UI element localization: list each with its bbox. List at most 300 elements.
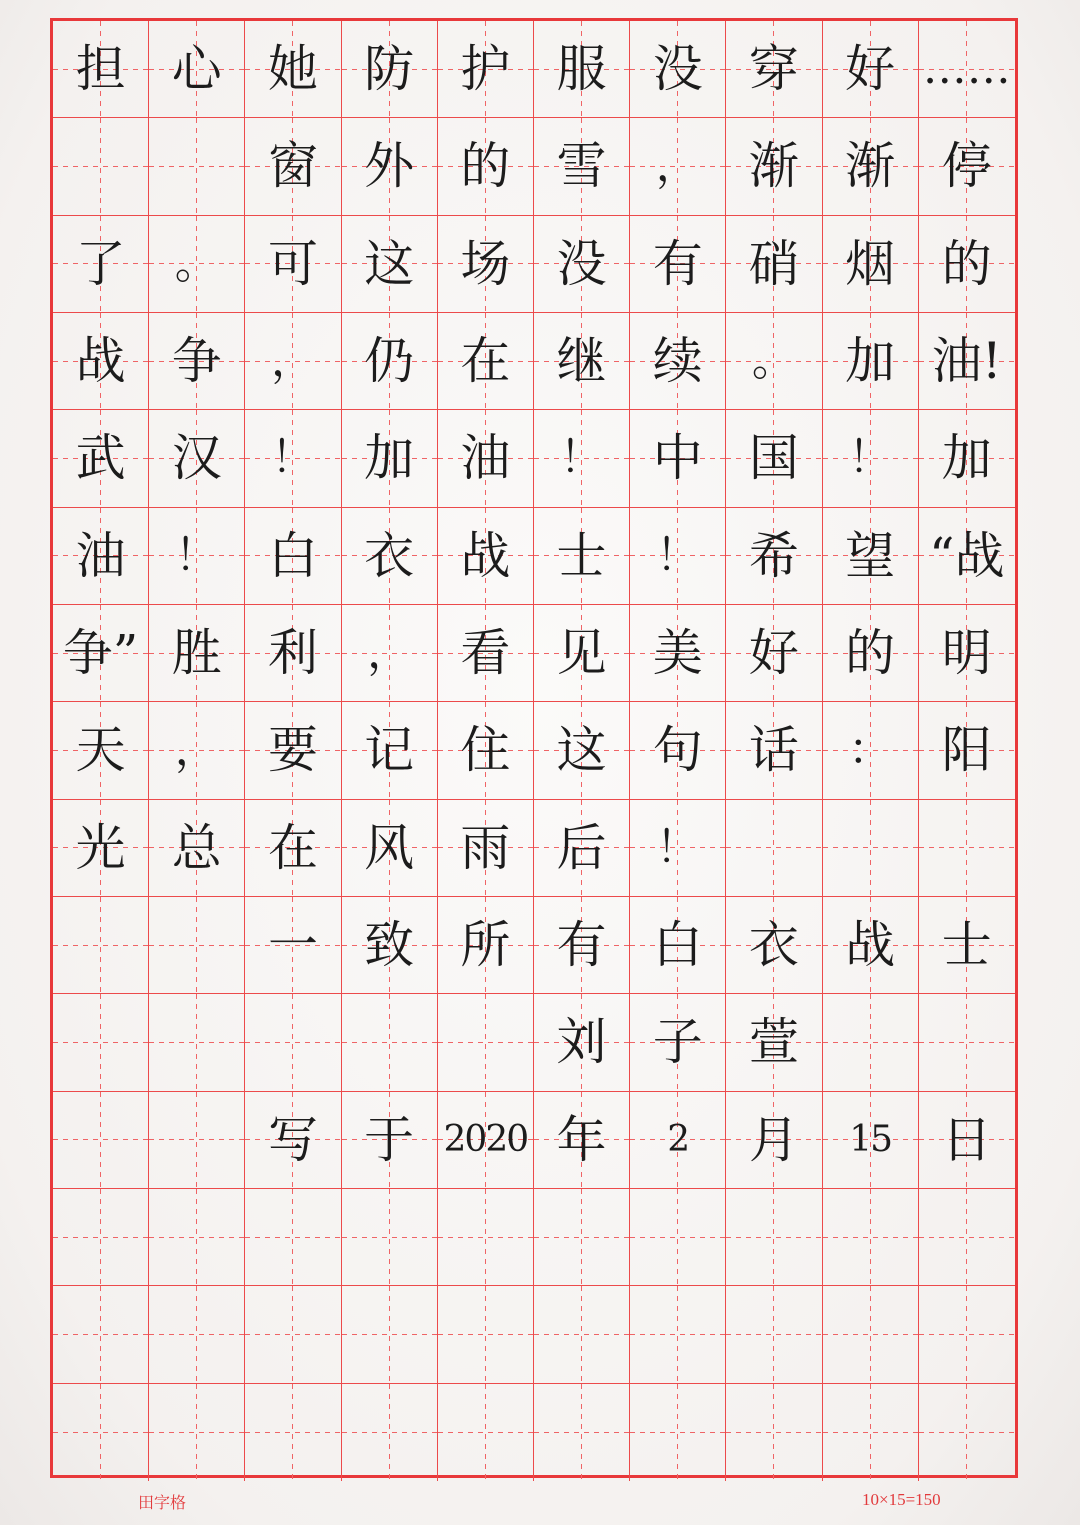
handwritten-character	[726, 800, 821, 896]
grid-cell	[53, 702, 149, 799]
handwritten-character: 加	[364, 429, 415, 488]
grid-row	[53, 118, 1015, 215]
handwritten-character	[438, 1189, 533, 1285]
handwritten-character: 心	[171, 40, 222, 99]
handwritten-character: 的	[845, 624, 896, 683]
handwritten-character	[726, 1286, 821, 1382]
handwritten-character: ！	[848, 432, 893, 484]
grid-cell	[726, 216, 822, 313]
grid-cell	[919, 702, 1015, 799]
grid-cell	[245, 216, 341, 313]
grid-cell	[53, 994, 149, 1091]
handwritten-character	[630, 1286, 725, 1382]
grid-cell	[342, 605, 438, 702]
grid-cell	[149, 1092, 245, 1189]
grid-cell	[245, 605, 341, 702]
handwritten-character: 渐	[845, 137, 896, 196]
grid-cell	[53, 897, 149, 994]
handwritten-character: 希	[748, 526, 799, 585]
grid-cell	[438, 702, 534, 799]
handwritten-character: 穿	[748, 40, 799, 99]
handwritten-character: 争”	[62, 624, 139, 683]
handwritten-character: 的	[460, 137, 511, 196]
handwritten-character: 护	[460, 40, 511, 99]
handwritten-character: 于	[364, 1110, 415, 1169]
handwritten-character: ，	[655, 140, 700, 192]
handwritten-character	[919, 994, 1015, 1090]
handwritten-character: 明	[941, 624, 992, 683]
handwritten-character	[534, 1189, 629, 1285]
handwritten-character: 衣	[748, 916, 799, 975]
grid-cell	[630, 313, 726, 410]
grid-cell	[53, 1384, 149, 1481]
grid-cell	[149, 313, 245, 410]
grid-cell	[245, 897, 341, 994]
handwritten-character: 这	[556, 721, 607, 780]
grid-cell	[438, 216, 534, 313]
grid-cell	[438, 508, 534, 605]
grid-cell	[149, 21, 245, 118]
handwritten-character: ！	[270, 432, 315, 484]
handwritten-character	[245, 1384, 340, 1481]
grid-cell	[342, 118, 438, 215]
grid-cell	[630, 410, 726, 507]
handwritten-character: 油	[460, 429, 511, 488]
grid-cell	[823, 994, 919, 1091]
grid-cell	[53, 605, 149, 702]
grid-cell	[919, 1286, 1015, 1383]
grid-cell	[342, 1189, 438, 1286]
handwritten-character	[342, 1286, 437, 1382]
grid-cell	[342, 702, 438, 799]
grid-cell	[726, 118, 822, 215]
grid-row	[53, 605, 1015, 702]
handwritten-character: 继	[556, 332, 607, 391]
grid-cell	[726, 800, 822, 897]
grid-row	[53, 508, 1015, 605]
handwritten-character	[149, 1092, 244, 1188]
handwritten-character	[149, 994, 244, 1090]
grid-cell	[245, 1092, 341, 1189]
handwritten-character: 句	[652, 721, 703, 780]
handwritten-character: ！	[559, 432, 604, 484]
handwritten-character	[149, 1286, 244, 1382]
handwritten-character: ，	[270, 335, 315, 387]
handwritten-character: 中	[652, 429, 703, 488]
handwritten-character	[534, 1384, 629, 1481]
handwritten-character: 她	[267, 40, 318, 99]
paper-type-label: 田字格	[138, 1493, 187, 1512]
handwritten-character: 没	[652, 40, 703, 99]
handwritten-character: 总	[171, 818, 222, 877]
grid-cell	[630, 1092, 726, 1189]
grid-cell	[53, 216, 149, 313]
handwritten-character: 窗	[267, 137, 318, 196]
handwritten-character: ，	[174, 724, 219, 776]
grid-cell	[438, 994, 534, 1091]
handwritten-character: 士	[941, 916, 992, 975]
grid-cell	[726, 21, 822, 118]
grid-cell	[149, 800, 245, 897]
tianzige-grid	[50, 18, 1018, 1478]
handwritten-character: 战	[75, 332, 126, 391]
handwritten-character: 天	[75, 721, 126, 780]
grid-cell	[630, 800, 726, 897]
grid-row	[53, 1189, 1015, 1286]
handwritten-character	[823, 800, 918, 896]
grid-cell	[919, 800, 1015, 897]
grid-cell	[534, 21, 630, 118]
handwritten-character: 住	[460, 721, 511, 780]
handwritten-character: 望	[845, 526, 896, 585]
grid-cell	[534, 800, 630, 897]
grid-cell	[726, 994, 822, 1091]
grid-cell	[53, 410, 149, 507]
grid-cell	[53, 118, 149, 215]
handwritten-character: 国	[748, 429, 799, 488]
grid-cell	[438, 313, 534, 410]
grid-cell	[53, 800, 149, 897]
grid-cell	[919, 21, 1015, 118]
handwritten-character: 见	[556, 624, 607, 683]
grid-row	[53, 410, 1015, 507]
grid-cell	[438, 605, 534, 702]
grid-cell	[919, 508, 1015, 605]
grid-cell	[342, 897, 438, 994]
handwritten-character	[726, 1189, 821, 1285]
handwritten-character: 2020	[443, 1118, 528, 1160]
grid-cell	[919, 605, 1015, 702]
handwritten-character	[53, 994, 148, 1090]
grid-cell	[245, 1189, 341, 1286]
grid-cell	[342, 216, 438, 313]
handwritten-character	[438, 994, 533, 1090]
grid-cell	[245, 1286, 341, 1383]
handwritten-character: 担	[75, 40, 126, 99]
grid-cell	[438, 1092, 534, 1189]
handwritten-character: 硝	[748, 234, 799, 293]
handwritten-character: 续	[652, 332, 703, 391]
grid-cell	[823, 1189, 919, 1286]
grid-cell	[823, 410, 919, 507]
grid-cell	[149, 216, 245, 313]
grid-cell	[53, 1092, 149, 1189]
handwritten-character	[245, 1286, 340, 1382]
grid-cell	[630, 21, 726, 118]
handwritten-character: 仍	[364, 332, 415, 391]
handwritten-character	[53, 1384, 148, 1481]
grid-cell	[630, 1189, 726, 1286]
handwritten-character: 。	[751, 335, 796, 387]
grid-cell	[630, 994, 726, 1091]
grid-cell	[919, 897, 1015, 994]
grid-cell	[823, 1286, 919, 1383]
grid-cell	[823, 702, 919, 799]
grid-cell	[823, 313, 919, 410]
grid-cell	[630, 508, 726, 605]
handwritten-character	[823, 1384, 918, 1481]
grid-cell	[823, 605, 919, 702]
handwritten-character	[823, 1189, 918, 1285]
handwritten-character: 汉	[171, 429, 222, 488]
handwritten-character: 好	[845, 40, 896, 99]
handwritten-character: 阳	[941, 721, 992, 780]
handwritten-character: ，	[367, 627, 412, 679]
handwritten-character	[630, 1384, 725, 1481]
grid-row	[53, 1384, 1015, 1481]
handwritten-character: 武	[75, 429, 126, 488]
grid-cell	[534, 605, 630, 702]
grid-cell	[726, 1286, 822, 1383]
grid-cell	[245, 1384, 341, 1481]
grid-cell	[342, 21, 438, 118]
handwritten-character: 好	[748, 624, 799, 683]
handwritten-character: 记	[364, 721, 415, 780]
handwritten-character: 争	[171, 332, 222, 391]
handwritten-character: 致	[364, 916, 415, 975]
grid-cell	[534, 1189, 630, 1286]
grid-cell	[245, 410, 341, 507]
handwritten-character	[342, 994, 437, 1090]
grid-cell	[534, 702, 630, 799]
grid-cell	[534, 994, 630, 1091]
grid-cell	[823, 216, 919, 313]
handwritten-character: 停	[941, 137, 992, 196]
grid-row	[53, 897, 1015, 994]
grid-cell	[149, 1384, 245, 1481]
grid-cell	[149, 118, 245, 215]
grid-cell	[53, 1286, 149, 1383]
handwritten-character: 有	[556, 916, 607, 975]
grid-cell	[534, 508, 630, 605]
grid-cell	[726, 313, 822, 410]
handwritten-character	[53, 118, 148, 214]
grid-cell	[342, 1384, 438, 1481]
handwritten-character: 美	[652, 624, 703, 683]
handwritten-character: 白	[267, 526, 318, 585]
handwritten-character: 写	[267, 1110, 318, 1169]
handwritten-character	[726, 1384, 821, 1481]
grid-cell	[342, 508, 438, 605]
handwritten-character: 月	[748, 1110, 799, 1169]
handwritten-character: 加	[845, 332, 896, 391]
handwritten-character	[534, 1286, 629, 1382]
grid-cell	[149, 1286, 245, 1383]
handwritten-character: 。	[174, 237, 219, 289]
grid-cell	[438, 800, 534, 897]
handwritten-character: 利	[267, 624, 318, 683]
grid-cell	[823, 800, 919, 897]
grid-cell	[630, 216, 726, 313]
grid-row	[53, 313, 1015, 410]
grid-cell	[823, 508, 919, 605]
handwritten-character: 所	[460, 916, 511, 975]
handwritten-character: 战	[845, 916, 896, 975]
grid-cell	[245, 800, 341, 897]
grid-cell	[53, 21, 149, 118]
handwritten-character: 这	[364, 234, 415, 293]
grid-cell	[534, 216, 630, 313]
grid-cell	[534, 1286, 630, 1383]
handwritten-character: 加	[941, 429, 992, 488]
grid-cell	[342, 1286, 438, 1383]
grid-cell	[438, 897, 534, 994]
handwritten-character: 油	[75, 526, 126, 585]
grid-row	[53, 994, 1015, 1091]
grid-cell	[726, 410, 822, 507]
handwritten-character	[149, 1189, 244, 1285]
grid-cell	[245, 994, 341, 1091]
handwritten-character: ：	[848, 724, 893, 776]
grid-cell	[149, 897, 245, 994]
grid-cell	[919, 313, 1015, 410]
grid-cell	[438, 1286, 534, 1383]
handwritten-character: ……	[922, 43, 1011, 95]
grid-cell	[726, 508, 822, 605]
handwritten-character	[53, 1286, 148, 1382]
grid-cell	[919, 216, 1015, 313]
handwritten-character: 油!	[931, 332, 1002, 391]
handwritten-character: 士	[556, 526, 607, 585]
handwritten-character: ！	[655, 529, 700, 581]
handwritten-character	[245, 994, 340, 1090]
grid-cell	[438, 21, 534, 118]
grid-cell	[534, 313, 630, 410]
grid-cell	[919, 118, 1015, 215]
handwritten-character: 有	[652, 234, 703, 293]
grid-row	[53, 1092, 1015, 1189]
grid-cell	[726, 1384, 822, 1481]
handwritten-character: ！	[174, 529, 219, 581]
grid-cell	[823, 118, 919, 215]
grid-cell	[53, 1189, 149, 1286]
handwritten-character: ！	[655, 821, 700, 873]
grid-cell	[438, 1189, 534, 1286]
grid-cell	[438, 1384, 534, 1481]
grid-cell	[919, 994, 1015, 1091]
grid-cell	[149, 1189, 245, 1286]
grid-cell	[438, 118, 534, 215]
grid-cell	[726, 702, 822, 799]
grid-cell	[342, 994, 438, 1091]
handwritten-character: “战	[929, 526, 1005, 585]
handwritten-character	[919, 800, 1015, 896]
grid-cell	[149, 410, 245, 507]
grid-cell	[919, 1189, 1015, 1286]
handwritten-character: 的	[941, 234, 992, 293]
grid-cell	[149, 605, 245, 702]
handwritten-character: 风	[364, 818, 415, 877]
handwritten-character: 可	[267, 234, 318, 293]
handwritten-character: 防	[364, 40, 415, 99]
grid-cell	[726, 605, 822, 702]
grid-cell	[823, 1384, 919, 1481]
grid-row	[53, 216, 1015, 313]
handwritten-character: 渐	[748, 137, 799, 196]
handwritten-character	[823, 994, 918, 1090]
handwritten-character	[919, 1286, 1015, 1382]
handwritten-character	[342, 1189, 437, 1285]
handwritten-character: 衣	[364, 526, 415, 585]
grid-cell	[342, 800, 438, 897]
handwritten-character: 白	[652, 916, 703, 975]
grid-cell	[823, 1092, 919, 1189]
handwritten-character: 没	[556, 234, 607, 293]
grid-row	[53, 800, 1015, 897]
grid-cell	[726, 1189, 822, 1286]
grid-cell	[534, 118, 630, 215]
handwritten-character	[438, 1384, 533, 1481]
handwritten-character: 子	[652, 1013, 703, 1072]
grid-cell	[245, 118, 341, 215]
grid-cell	[342, 313, 438, 410]
grid-cell	[630, 118, 726, 215]
grid-cell	[630, 1384, 726, 1481]
grid-cell	[149, 994, 245, 1091]
grid-cell	[245, 508, 341, 605]
handwritten-character	[438, 1286, 533, 1382]
handwritten-character	[919, 1384, 1015, 1481]
grid-row	[53, 702, 1015, 799]
handwritten-character: 萱	[748, 1013, 799, 1072]
handwritten-character: 要	[267, 721, 318, 780]
grid-cell	[245, 313, 341, 410]
grid-cell	[149, 702, 245, 799]
grid-cell	[245, 21, 341, 118]
handwritten-character: 雪	[556, 137, 607, 196]
grid-cell	[919, 1384, 1015, 1481]
handwritten-character: 看	[460, 624, 511, 683]
handwritten-character: 服	[556, 40, 607, 99]
grid-cell	[823, 21, 919, 118]
grid-cell	[630, 605, 726, 702]
grid-cell	[53, 313, 149, 410]
handwritten-character: 年	[556, 1110, 607, 1169]
handwritten-character	[342, 1384, 437, 1481]
grid-cell	[342, 1092, 438, 1189]
grid-cell	[53, 508, 149, 605]
grid-cell	[534, 1092, 630, 1189]
handwritten-character	[53, 1092, 148, 1188]
handwritten-character: 胜	[171, 624, 222, 683]
handwritten-character: 后	[556, 818, 607, 877]
grid-cell	[726, 897, 822, 994]
handwritten-character: 一	[267, 916, 318, 975]
handwritten-character: 战	[460, 526, 511, 585]
handwritten-character: 刘	[556, 1013, 607, 1072]
handwritten-character	[149, 897, 244, 993]
grid-row	[53, 21, 1015, 118]
handwritten-character: 雨	[460, 818, 511, 877]
handwritten-character: 话	[748, 721, 799, 780]
grid-cell	[823, 897, 919, 994]
grid-cell	[534, 1384, 630, 1481]
grid-cell	[630, 1286, 726, 1383]
handwritten-character: 光	[75, 818, 126, 877]
handwritten-character	[149, 1384, 244, 1481]
grid-cell	[630, 702, 726, 799]
grid-row	[53, 1286, 1015, 1383]
handwritten-character	[823, 1286, 918, 1382]
grid-cell	[534, 410, 630, 507]
handwritten-character: 在	[460, 332, 511, 391]
handwritten-character: 外	[364, 137, 415, 196]
grid-cell	[438, 410, 534, 507]
handwritten-character	[149, 118, 244, 214]
handwritten-character: 2	[667, 1118, 689, 1160]
grid-cell	[630, 897, 726, 994]
handwritten-character	[245, 1189, 340, 1285]
